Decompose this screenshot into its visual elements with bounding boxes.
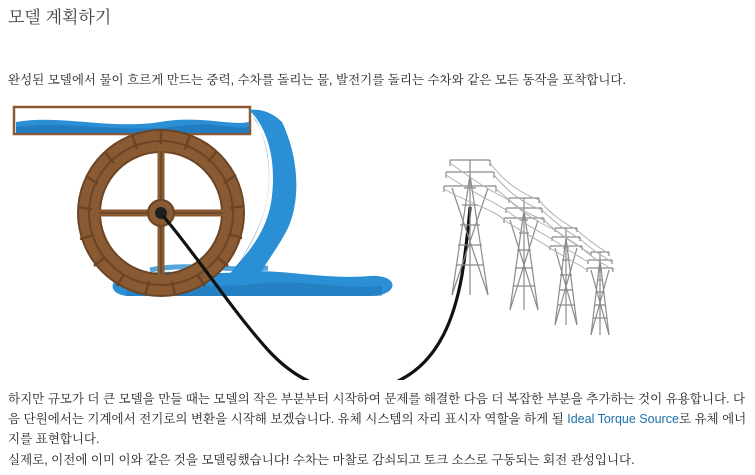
power-line-towers-icon [444, 160, 613, 335]
water-wheel-icon [78, 130, 244, 296]
figure-water-wheel [0, 100, 755, 380]
term-ideal-torque-source: Ideal Torque Source [567, 412, 679, 426]
paragraph-body-1-part1: 하지만 규모가 더 큰 모델을 만들 때는 모델의 작은 부분부터 시작하여 문제를 해결한 다음 더 복잡한 부분을 추가하는 것이 유용합니다. 다음 단원에서는 기계에서 전기로의 변환을 시작해 보겠습니다. 유체 시스템의 자리 표시자 역할을 하게 될 [8, 392, 746, 426]
paragraph-body-2: 실제로, 이전에 이미 이와 같은 것을 모델링했습니다! 수차는 마찰로 감쇠되고 토크 소스로 구동되는 회전 관성입니다. [8, 453, 635, 467]
paragraph-body-1-part2: 로 유체 에너지를 표현합니다. [8, 412, 747, 446]
paragraph-intro: 완성된 모델에서 물이 흐르게 만드는 중력, 수차를 돌리는 물, 발전기를 돌리는 수차와 같은 모든 동작을 포착합니다. [8, 73, 626, 87]
paragraph-body-1 [8, 389, 748, 449]
page-title: 모델 계획하기 [8, 8, 112, 27]
